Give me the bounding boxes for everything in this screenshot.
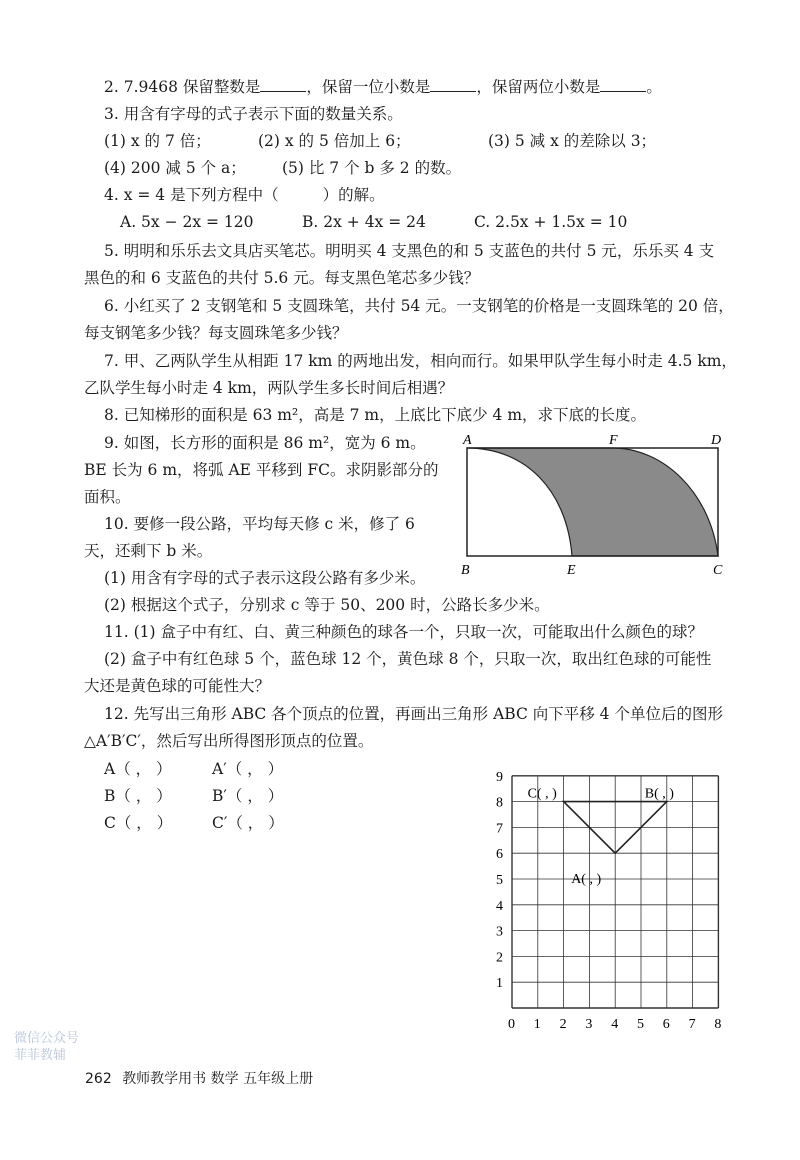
q12-a: A（ ， ） bbox=[104, 760, 172, 778]
label-f: F bbox=[609, 433, 618, 448]
grid-lines bbox=[512, 776, 718, 1008]
coordinate-grid bbox=[470, 752, 760, 1042]
y-tick-label: 7 bbox=[496, 821, 503, 837]
y-tick-label: 2 bbox=[496, 950, 503, 966]
y-tick-label: 5 bbox=[496, 873, 503, 888]
q5-line: 5. 明明和乐乐去文具店买笔芯。明明买 4 支黑色的和 5 支蓝色的共付 5 元，乐乐买 4 支 bbox=[104, 242, 715, 260]
q9-line: BE 长为 6 m，将弧 AE 平移到 FC。求阴影部分的 bbox=[84, 461, 439, 479]
q5-line: 黑色的和 6 支蓝色的共付 5.6 元。每支黑色笔芯多少钱？ bbox=[84, 269, 480, 287]
q11-line: (2) 盒子中有红色球 5 个，蓝色球 12 个，黄色球 8 个，只取一次，取出红色球的可能性 bbox=[104, 650, 712, 668]
q7-line: 7. 甲、乙两队学生从相距 17 km 的两地出发，相向而行。如果甲队学生每小时走 4.5 km， bbox=[104, 352, 737, 370]
point-a-label: A( , ) bbox=[571, 872, 602, 888]
y-tick-label: 4 bbox=[496, 898, 503, 914]
x-tick-label: 5 bbox=[637, 1017, 644, 1032]
x-tick-label: 7 bbox=[688, 1017, 696, 1032]
x-tick-label: 2 bbox=[559, 1017, 567, 1032]
grid-ticks bbox=[496, 770, 721, 1032]
answer-blank[interactable] bbox=[600, 77, 646, 92]
shaded-region bbox=[467, 448, 718, 556]
point-c-label: C( , ) bbox=[527, 786, 557, 802]
x-tick-label: 8 bbox=[714, 1017, 722, 1032]
q4-option-b: B. 2x + 4x = 24 bbox=[302, 213, 426, 231]
label-c: C bbox=[713, 563, 723, 578]
q12-line: 12. 先写出三角形 ABC 各个顶点的位置，再画出三角形 ABC 向下平移 4 个单位后的图形 bbox=[104, 705, 723, 723]
q12-b: B（ ， ） bbox=[104, 787, 172, 805]
answer-blank[interactable] bbox=[260, 77, 306, 92]
q10-line: (1) 用含有字母的式子表示这段公路有多少米。 bbox=[104, 569, 426, 587]
q12-line: △A′B′C′，然后写出所得图形顶点的位置。 bbox=[84, 732, 374, 750]
y-tick-label: 1 bbox=[496, 976, 503, 992]
x-tick-label: 0 bbox=[508, 1017, 515, 1032]
page-number: 262 bbox=[85, 1071, 112, 1087]
q12-a-prime: A′（ ， ） bbox=[212, 760, 284, 778]
x-tick-label: 3 bbox=[585, 1017, 593, 1032]
q3-item: (1) x 的 7 倍； bbox=[104, 132, 211, 150]
x-tick-label: 1 bbox=[533, 1017, 541, 1032]
q3-item: (5) 比 7 个 b 多 2 的数。 bbox=[282, 159, 462, 177]
label-a: A bbox=[463, 433, 472, 448]
y-tick-label: 6 bbox=[496, 847, 503, 863]
q2-line: 2. 7.9468 保留整数是 ，保留一位小数是 ，保留两位小数是 。 bbox=[104, 78, 662, 96]
q8-line: 8. 已知梯形的面积是 63 m²，高是 7 m，上底比下底少 4 m，求下底的长度。 bbox=[104, 406, 647, 424]
x-tick-label: 4 bbox=[611, 1017, 619, 1032]
q12-b-prime: B′（ ， ） bbox=[212, 787, 284, 805]
y-tick-label: 9 bbox=[496, 769, 503, 785]
q3-item: (4) 200 减 5 个 a； bbox=[104, 159, 246, 177]
q10-line: 10. 要修一段公路，平均每天修 c 米，修了 6 bbox=[104, 515, 415, 533]
q12-c-prime: C′（ ， ） bbox=[212, 814, 284, 832]
q7-line: 乙队学生每小时走 4 km，两队学生多长时间后相遇？ bbox=[84, 379, 454, 397]
q3-item: (3) 5 减 x 的差除以 3； bbox=[488, 132, 657, 150]
watermark: 微信公众号 菲菲教辅 bbox=[14, 1031, 80, 1063]
q4-option-a: A. 5x − 2x = 120 bbox=[120, 213, 254, 231]
q4-title: 4. x = 4 是下列方程中（ ）的解。 bbox=[104, 186, 385, 204]
label-d: D bbox=[711, 433, 722, 448]
q10-line: 天，还剩下 b 米。 bbox=[84, 542, 213, 560]
q11-line: 大还是黄色球的可能性大？ bbox=[84, 677, 271, 695]
q9-line: 面积。 bbox=[84, 488, 131, 506]
x-tick-label: 6 bbox=[662, 1017, 670, 1032]
q3-item: (2) x 的 5 倍加上 6； bbox=[258, 132, 411, 150]
page-footer bbox=[85, 1068, 313, 1088]
answer-blank[interactable] bbox=[430, 77, 476, 92]
q6-line: 每支钢笔多少钱？每支圆珠笔多少钱？ bbox=[84, 324, 348, 342]
q6-line: 6. 小红买了 2 支钢笔和 5 支圆珠笔，共付 54 元。一支钢笔的价格是一支圆珠笔的 20 倍， bbox=[104, 297, 734, 315]
label-e: E bbox=[567, 563, 576, 578]
rectangle-figure bbox=[455, 428, 745, 578]
label-b: B bbox=[461, 563, 470, 578]
y-tick-label: 3 bbox=[496, 924, 503, 940]
point-b-label: B( , ) bbox=[644, 786, 674, 802]
q4-option-c: C. 2.5x + 1.5x = 10 bbox=[474, 213, 628, 231]
q3-title: 3. 用含有字母的式子表示下面的数量关系。 bbox=[104, 105, 403, 123]
y-tick-label: 8 bbox=[496, 795, 503, 811]
q9-line: 9. 如图，长方形的面积是 86 m²，宽为 6 m。 bbox=[104, 434, 426, 452]
q10-line: (2) 根据这个式子，分别求 c 等于 50、200 时，公路长多少米。 bbox=[104, 596, 550, 614]
q11-line: 11. (1) 盒子中有红、白、黄三种颜色的球各一个，只取一次，可能取出什么颜色的球？ bbox=[104, 623, 703, 641]
book-title: 教师教学用书 数学 五年级上册 bbox=[122, 1071, 314, 1087]
q12-c: C（ ， ） bbox=[104, 814, 173, 832]
